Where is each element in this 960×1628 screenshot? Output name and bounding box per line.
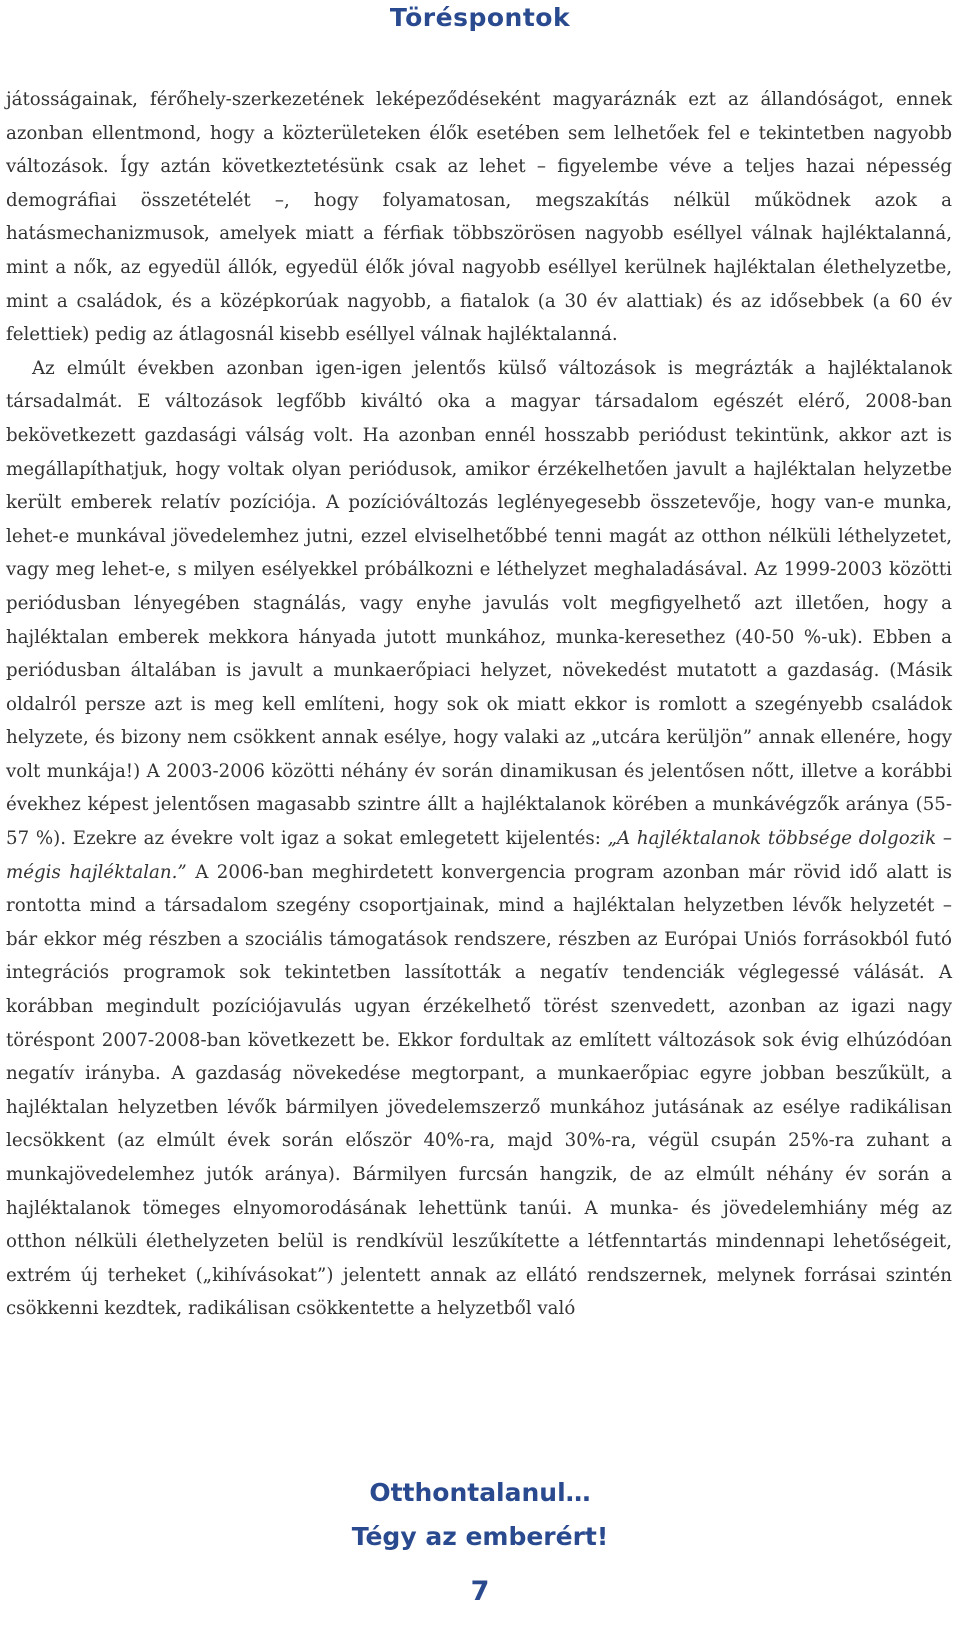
paragraph-2-text-b: A 2006-ban meghirdetett konvergencia program azonban már rövid idő alatt is rontotta mind a társadalom szegény csoportjainak, mind a hajléktalan helyzetben lévők helyzetét – bár ekkor még részben a szociális támogatások rendszere, részben az Európai Uniós forrásokból futó integrációs programok sok tekintetben lassították a negatív tendenciák véglegessé válását. A korábban megindult pozíciójavulás ugyan érzékelhető törést szenvedett, azonban az igazi nagy töréspont 2007-2008-ban következett be. Ekkor fordultak az említett változások sok évig elhúzódóan negatív irányba. A gazdaság növekedése megtorpant, a munkaerőpiac egyre jobban beszűkült, a hajléktalan helyzetben lévők bármilyen jövedelemszerző munkához jutásának az esélye radikálisan lecsökkent (az elmúlt évek során először 40%-ra, majd 30%-ra, végül csupán 25%-ra zuhant a munkajövedelemhez jutók aránya). Bármilyen furcsán hangzik, de az elmúlt néhány év során a hajléktalanok tömeges elnyomorodásának lehettünk tanúi. A munka- és jövedelemhiány még az otthon nélküli élethelyzeten belül is rendkívül leszűkítette a létfenntartás mindennapi lehetőségeit, extrém új terheket („kihívásokat”) jelentett annak az ellátó rendszernek, melynek forrásai szintén csökkenni kezdtek, radikálisan csökkentette a helyzetből való xyxy=(6,861,952,1320)
paragraph-2-text-a: Az elmúlt években azonban igen-igen jelentős külső változások is megrázták a hajléktalanok társadalmát. E változások legfőbb kiváltó oka a magyar társadalom egészét elérő, 2008-ban bekövetkezett gazdasági válság volt. Ha azonban ennél hosszabb periódust tekintünk, akkor azt is megállapíthatjuk, hogy voltak olyan periódusok, amikor érzékelhetően javult a hajléktalan helyzetbe került emberek relatív pozíciója. A pozícióváltozás leglényegesebb összetevője, hogy van-e munka, lehet-e munkával jövedelemhez jutni, ezzel elviselhetőbbé tenni magát az otthon nélküli léthelyzetet, vagy meg lehet-e, s milyen esélyekkel próbálkozni e léthelyzet meghaladásával. Az 1999-2003 közötti periódusban lényegében stagnálás, vagy enyhe javulás volt megfigyelhető azt illetően, hogy a hajléktalan emberek mekkora hányada jutott munkához, munka-keresethez (40-50 %-uk). Ebben a periódusban általában is javult a munkaerőpiaci helyzet, növekedést mutatott a gazdaság. (Másik oldalról persze azt is meg kell említeni, hogy sok ok miatt ekkor is romlott a szegényebb családok helyzete, és bizony nem csökkent annak esélye, hogy valaki az „utcára kerüljön” annak ellenére, hogy volt munkája!) A 2003-2006 közötti néhány év során dinamikusan és jelentősen nőtt, illetve a korábbi évekhez képest jelentősen magasabb szintre állt a hajléktalanok körében a munkávégzők aránya (55-57 %). Ezekre az évekre volt igaz a sokat emlegetett kijelentés: xyxy=(6,357,952,850)
page-number: 7 xyxy=(470,1576,490,1607)
footer-line-1: Otthontalanul… xyxy=(369,1478,591,1507)
paragraph-2-quote: „A hajléktalanok többsége dolgozik – mégis hajléktalan.” xyxy=(6,828,952,883)
paragraph-1: játosságainak, férőhely-szerkezetének leképeződéseként magyaráznák ezt az állandóságot, ennek azonban ellentmond, hogy a közterületeken élők esetében sem lelhetőek fel e tekintetben nagyobb változások. Így aztán következtetésünk csak az lehet – figyelembe véve a teljes hazai népesség demográfiai összetételét –, hogy folyamatosan, megszakítás nélkül működnek azok a hatásmechanizmusok, amelyek miatt a férfiak többszörösen nagyobb eséllyel válnak hajléktalanná, mint a nők, az egyedül állók, egyedül élők jóval nagyobb eséllyel kerülnek hajléktalan élethelyzetbe, mint a családok, és a középkorúak nagyobb, a fiatalok (a 30 év alattiak) és az idősebbek (a 60 év felettiek) pedig az átlagosnál kisebb eséllyel válnak hajléktalanná. xyxy=(6,89,952,346)
running-header-title: Töréspontok xyxy=(389,3,571,32)
body-text xyxy=(6,83,952,1326)
footer-line-2: Tégy az emberért! xyxy=(351,1522,609,1551)
paragraph-2 xyxy=(6,352,952,1326)
